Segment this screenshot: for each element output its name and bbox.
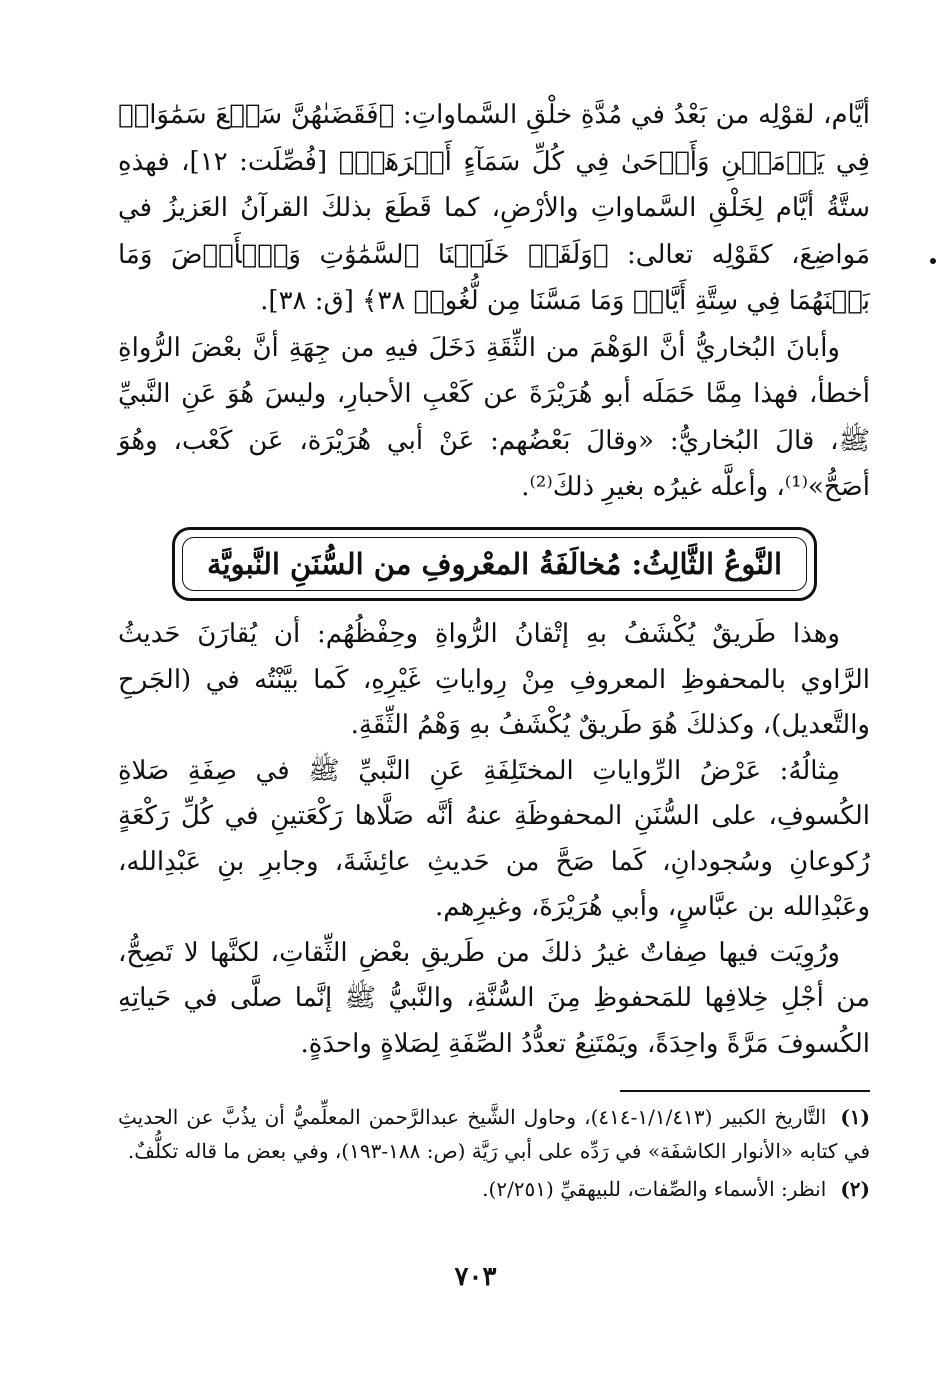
footnote-text: التَّاريخ الكبير (١/١/٤١٣-٤١٤)، وحاول الشَّيخ عبدالرَّحمن المعلِّميُّ أن يذُبَّ عن الحديثِ في كتابه «الأنوار الكاشفَة» في رَدِّه على أبي رَيَّة (ص: ١٨٨-١٩٣)، وفي بعض ما قاله تكلُّفٌ.: [118, 1105, 870, 1163]
footnote: [118, 1172, 870, 1206]
footnote-text: انظر: الأسماء والصِّفات، للبيهقيِّ (٢/٢٥١).: [482, 1177, 827, 1201]
paragraph: مِثالُهُ: عَرْضُ الرِّواياتِ المختَلِفَةِ عَنِ النَّبيِّ ﷺ في صِفَةِ صَلاةِ الكُسوفِ، على السُّنَنِ المحفوظَةِ عنهُ أنَّه صَلَّاها رَكْعَتينِ في كُلِّ رَكْعَةٍ رُكوعانِ وسُجودانِ، كَما صَحَّ من حَديثِ عائِشَةَ، وجابرِ بنِ عَبْدِالله، وعَبْدِالله بن عبَّاسٍ، وأبي هُرَيْرَةَ، وغيرِهم.: [118, 755, 870, 922]
footnote-separator: [620, 1090, 870, 1092]
paragraph: أيَّام، لقوْلِه من بَعْدُ في مُدَّةِ خلْقِ السَّماواتِ: ﴿فَقَضَىٰهُنَّ سَبۡعَ سَمَٰوَاتٖ فِي يَوۡمَيۡنِ وَأَوۡحَىٰ فِي كُلِّ سَمَآءٍ أَمۡرَهَاۚ﴾ [فُصِّلَت: ١٢]، فهذهِ ستَّةُ أيَّام لِخَلْقِ السَّماواتِ والأرْضِ، كما قَطَعَ بذلكَ القرآنُ العَزيزُ في مَواضِعَ، كقَوْلِه تعالى: ﴿وَلَقَدۡ خَلَقۡنَا ٱلسَّمَٰوَٰتِ وَٱلۡأَرۡضَ وَمَا بَيۡنَهُمَا فِي سِتَّةِ أَيَّامٖ وَمَا مَسَّنَا مِن لُّغُوبٖ ٣٨﴾ [ق: ٣٨].: [118, 100, 870, 316]
footnote-number: (١): [840, 1105, 871, 1129]
section-heading-frame: [172, 527, 817, 601]
footnote-number: (٢): [840, 1177, 870, 1201]
section-heading: النَّوعُ الثَّالِثُ: مُخالَفَةُ المعْروفِ من السُّنَنِ النَّبويَّة: [206, 547, 783, 581]
margin-dot: [930, 258, 936, 264]
paragraph: وأبانَ البُخاريُّ أنَّ الوَهْمَ من الثِّقَةِ دَخَلَ فيهِ من جِهَةِ أنَّ بعْضَ الرُّواةِ أخطأ، فهذا مِمَّا حَمَلَه أبو هُرَيْرَةَ عن كَعْبِ الأحبارِ، وليسَ هُوَ عَنِ النَّبيِّ ﷺ، قالَ البُخاريُّ: «وقالَ بَعْضُهم: عَنْ أبي هُرَيْرَة، عَن كَعْب، وهُوَ أصَحُّ»⁽¹⁾، وأعلَّه غيرُه بغيرِ ذلكَ⁽²⁾.: [118, 332, 870, 502]
main-text-bottom: [118, 612, 870, 1067]
footnotes: [118, 1100, 870, 1210]
page-number: ٧٠٣: [454, 1262, 497, 1292]
paragraph: وهذا طَريقٌ يُكْشَفُ بهِ إتْقانُ الرُّواةِ وحِفْظُهُم: أن يُقارَنَ حَديثُ الرَّاوي بالمحفوظِ المعروفِ مِنْ رِواياتِ غَيْرِهِ، كَما بيَّنْتُه في (الجَرحِ والتَّعديل)، وكذلكَ هُوَ طَريقٌ يُكْشَفُ بهِ وَهْمُ الثِّقَةِ.: [118, 619, 870, 740]
paragraph: ورُوِيَت فيها صِفاتٌ غيرُ ذلكَ من طَريقِ بعْضِ الثِّقاتِ، لكنَّها لا تَصِحُّ، من أجْلِ خِلافِها للمَحفوظِ مِنَ السُّنَّةِ، والنَّبيُّ ﷺ إنَّما صلَّى في حَياتِهِ الكُسوفَ مَرَّةً واحِدَةً، ويَمْتَنِعُ تعدُّدُ الصِّفَةِ لِصَلاةٍ واحدَةٍ.: [118, 937, 870, 1059]
main-text-top: [118, 92, 870, 511]
footnote: [118, 1100, 870, 1168]
